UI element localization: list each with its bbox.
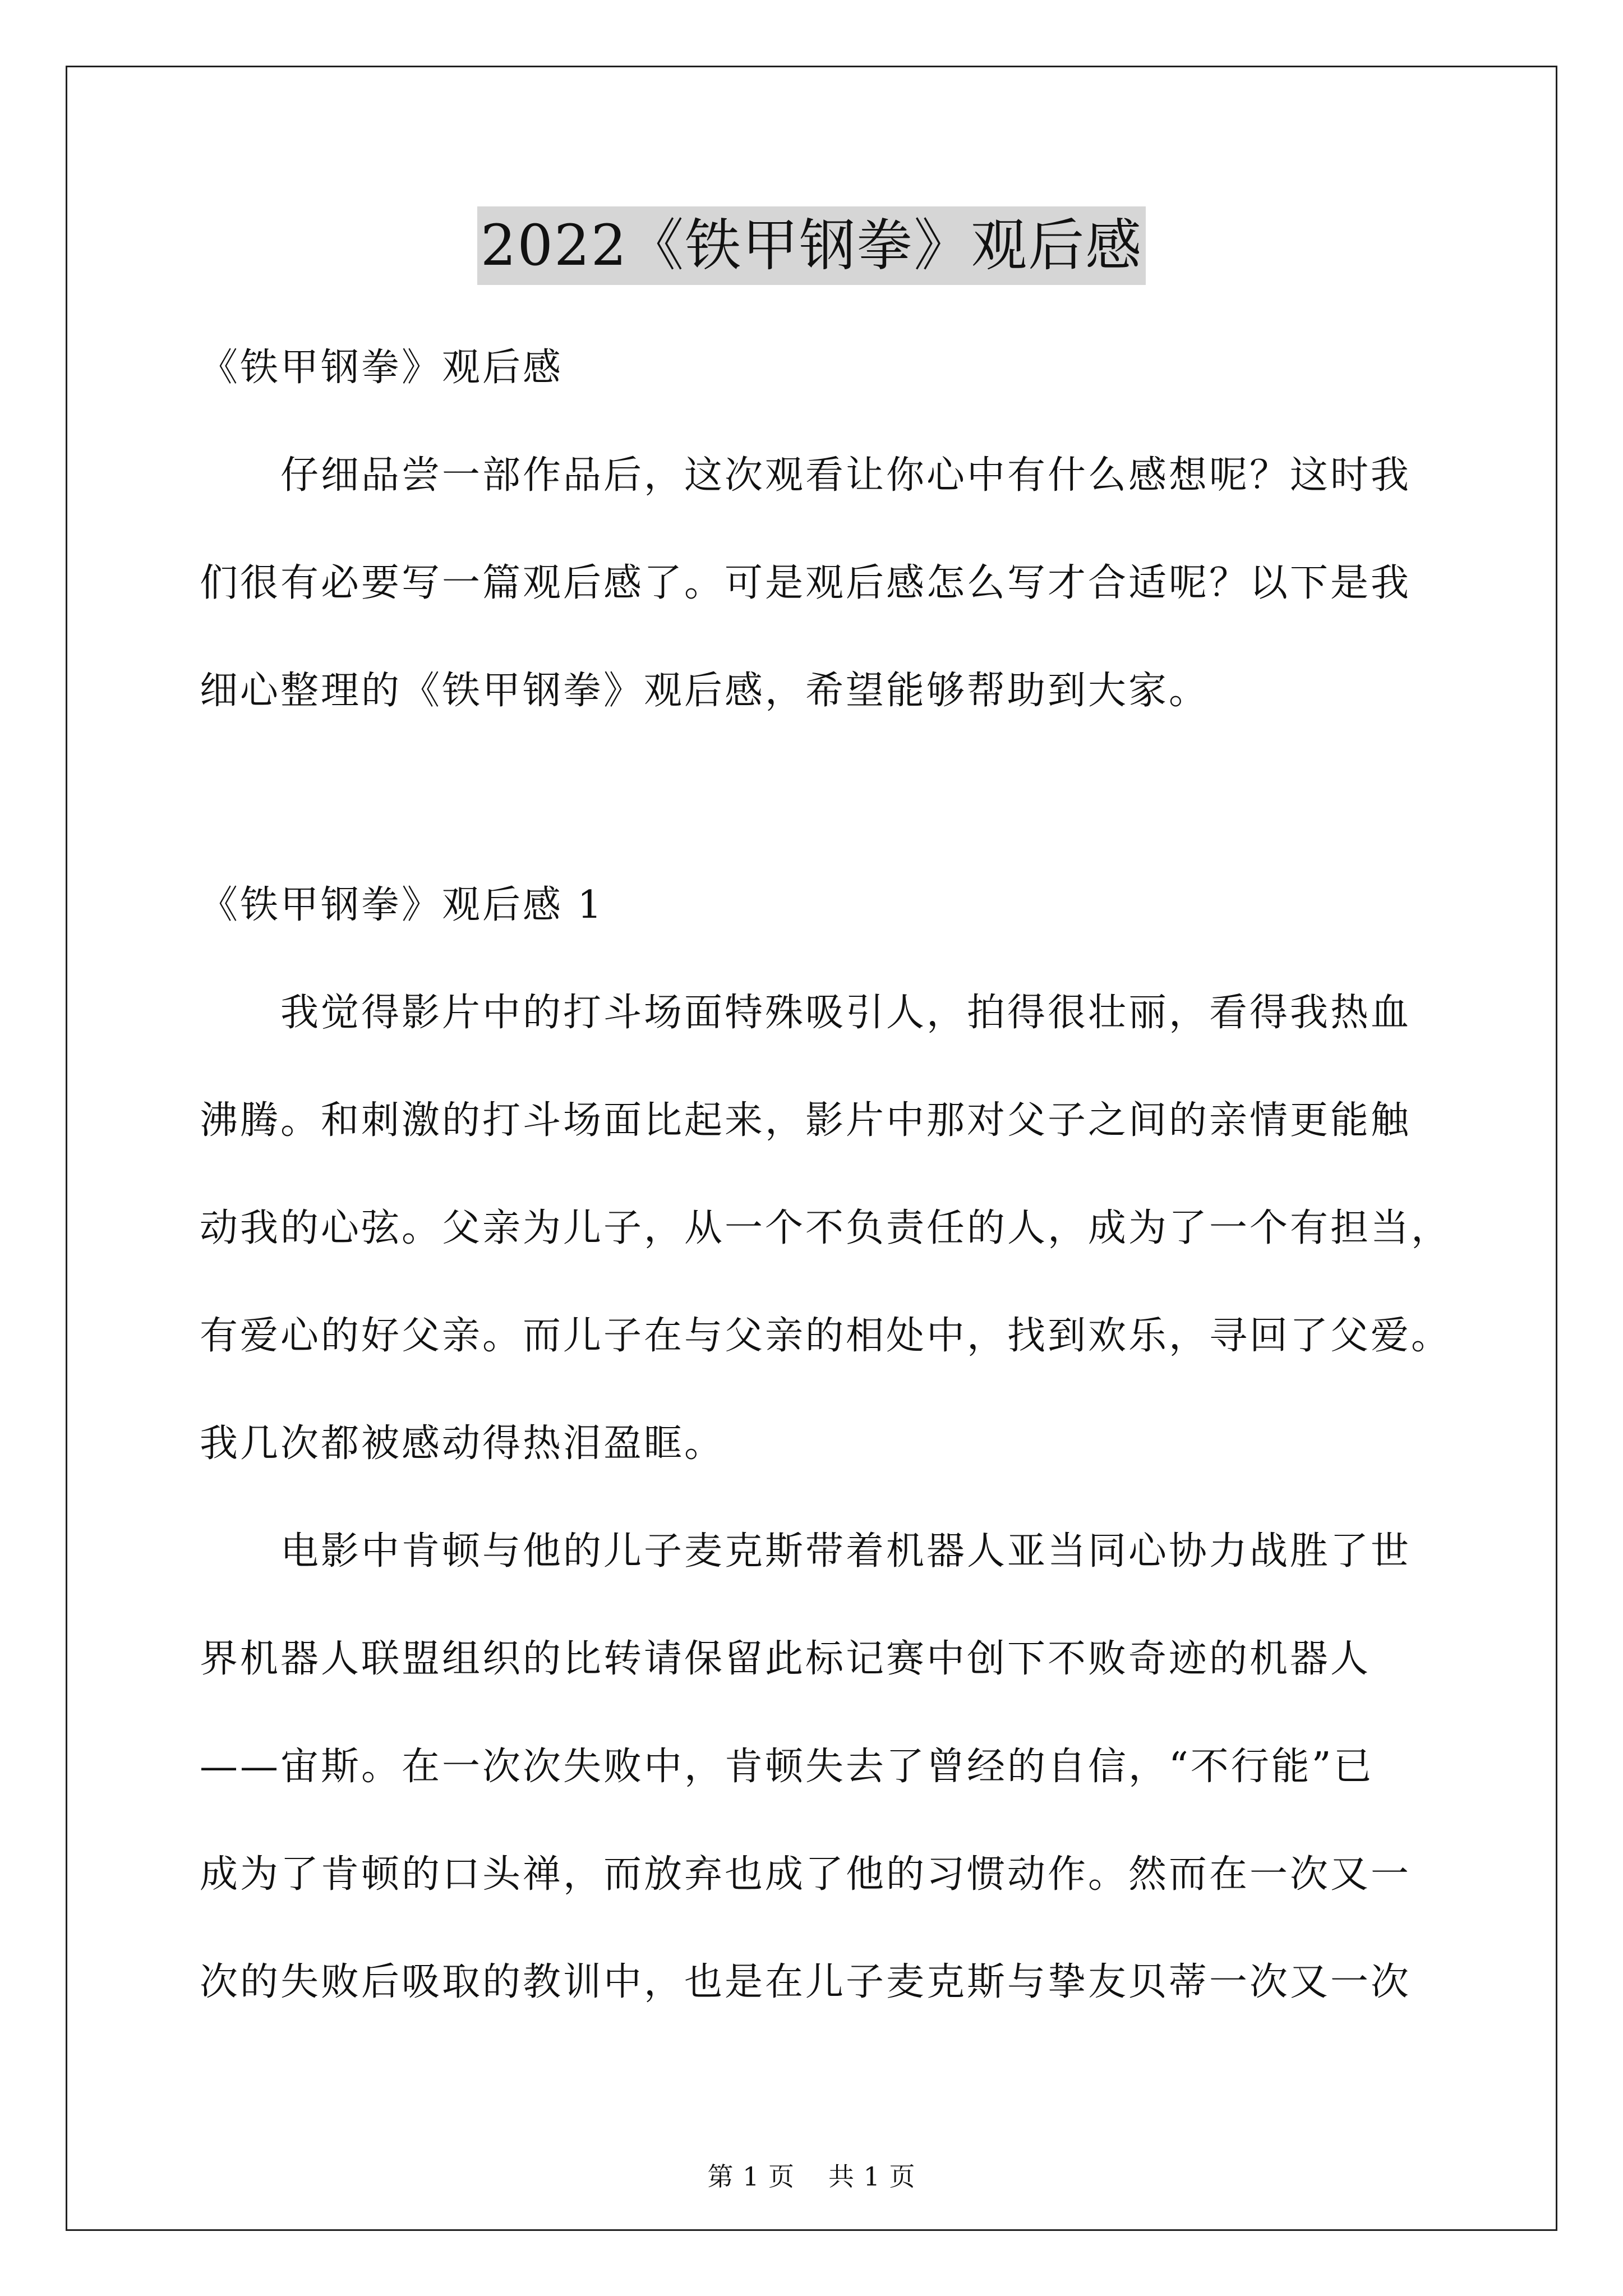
intro-line: 细心整理的《铁甲钢拳》观后感，希望能够帮助到大家。: [200, 669, 1210, 713]
document-body: [200, 314, 1452, 2036]
section-heading-intro: 《铁甲钢拳》观后感: [200, 346, 564, 390]
paragraph-2-line: 成为了肯顿的口头禅，而放弃也成了他的习惯动作。然而在一次又一: [200, 1852, 1412, 1897]
paragraph-2-line: 电影中肯顿与他的儿子麦克斯带着机器人亚当同心协力战胜了世: [280, 1529, 1412, 1573]
document-title: 2022《铁甲钢拳》观后感: [477, 206, 1146, 285]
paragraph-1-line: 我几次都被感动得热泪盈眶。: [200, 1421, 725, 1466]
paragraph-1-line: 沸腾。和刺激的打斗场面比起来，影片中那对父子之间的亲情更能触: [200, 1098, 1412, 1143]
page-total: 共 1 页: [828, 2161, 916, 2192]
paragraph-2-line: 界机器人联盟组织的比转请保留此标记赛中创下不败奇迹的机器人: [200, 1637, 1371, 1681]
paragraph-1-line: 我觉得影片中的打斗场面特殊吸引人，拍得很壮丽，看得我热血: [280, 991, 1412, 1035]
blank-line: [200, 745, 1433, 852]
title-container: [0, 206, 1623, 285]
paragraph-1-line: 有爱心的好父亲。而儿子在与父亲的相处中，找到欢乐，寻回了父爱。: [200, 1314, 1452, 1358]
page-number: 第 1 页: [707, 2161, 795, 2192]
section-heading-1: 《铁甲钢拳》观后感 1: [200, 883, 604, 927]
intro-line: 仔细品尝一部作品后，这次观看让你心中有什么感想呢？这时我: [280, 453, 1412, 498]
paragraph-2-line: 次的失败后吸取的教训中，也是在儿子麦克斯与挚友贝蒂一次又一次: [200, 1960, 1412, 2004]
intro-line: 们很有必要写一篇观后感了。可是观后感怎么写才合适呢？以下是我: [200, 561, 1412, 605]
page-footer: [0, 2160, 1623, 2193]
paragraph-1-line: 动我的心弦。父亲为儿子，从一个不负责任的人，成为了一个有担当，: [200, 1206, 1452, 1250]
paragraph-2-line: ——宙斯。在一次次失败中，肯顿失去了曾经的自信，“不行能”已: [200, 1745, 1374, 1789]
